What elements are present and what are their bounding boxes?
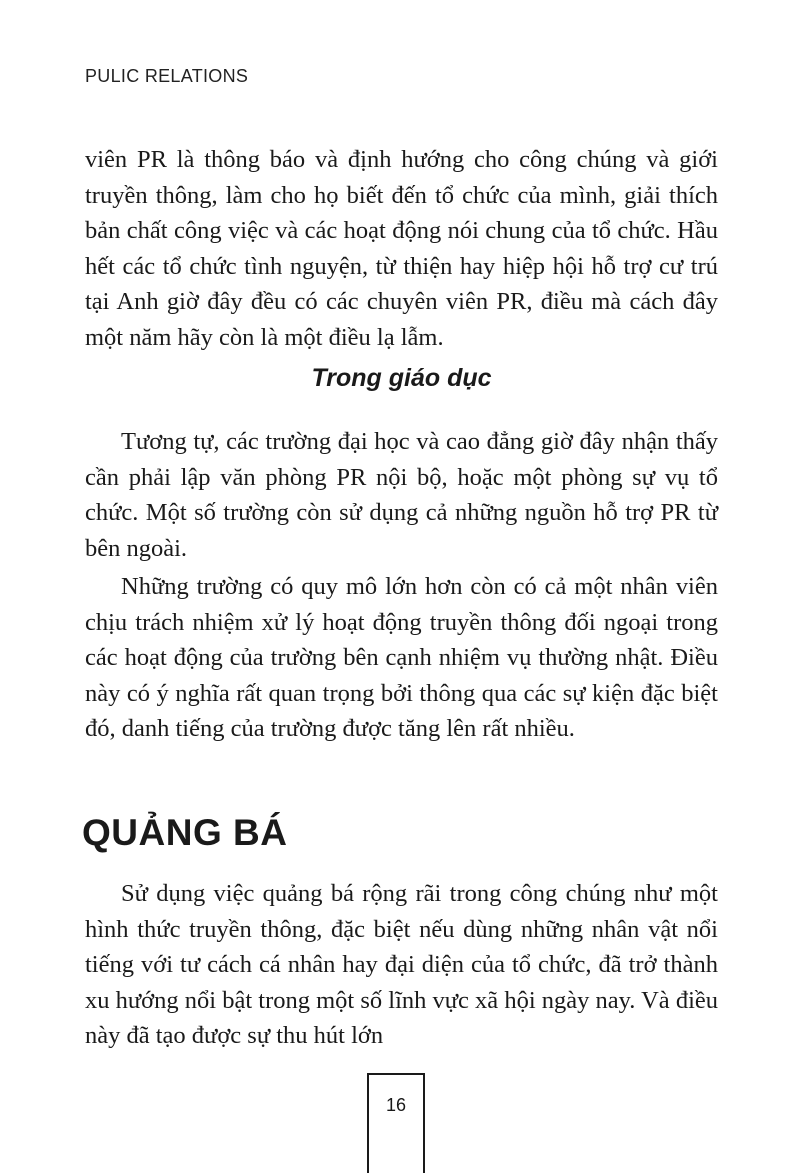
subheading-education: Trong giáo dục: [311, 364, 492, 392]
body-paragraph-4: Sử dụng việc quảng bá rộng rãi trong công chúng như một hình thức truyền thông, đặc biệt nếu dùng những nhân vật nổi tiếng với tư cách cá nhân hay đại diện của tổ chức, đã trở thành xu hướng nổi bật trong một số lĩnh vực xã hội ngày nay. Và điều này đã tạo được sự thu hút lớn: [85, 880, 718, 1049]
body-paragraph-2: Tương tự, các trường đại học và cao đẳng giờ đây nhận thấy cần phải lập văn phòng PR nội bộ, hoặc một phòng sự vụ tổ chức. Một số trường còn sử dụng cả những nguồn hỗ trợ PR từ bên ngoài.: [85, 428, 718, 562]
page-number-box: [367, 1073, 425, 1173]
body-paragraph-1: viên PR là thông báo và định hướng cho công chúng và giới truyền thông, làm cho họ biết đến tổ chức của mình, giải thích bản chất công việc và các hoạt động nói chung của tổ chức. Hầu hết các tổ chức tình nguyện, từ thiện hay hiệp hội hỗ trợ cư trú tại Anh giờ đây đều có các chuyên viên PR, điều mà cách đây một năm hãy còn là một điều lạ lẫm.: [85, 146, 718, 351]
section-heading-promotion: QUẢNG BÁ: [82, 812, 288, 853]
page-number: 16: [385, 1095, 407, 1115]
running-header: PULIC RELATIONS: [85, 66, 249, 86]
body-paragraph-3: Những trường có quy mô lớn hơn còn có cả một nhân viên chịu trách nhiệm xử lý hoạt động truyền thông đối ngoại trong các hoạt động của trường bên cạnh nhiệm vụ thường nhật. Điều này có ý nghĩa rất quan trọng bởi thông qua các sự kiện đặc biệt đó, danh tiếng của trường được tăng lên rất nhiều.: [85, 573, 718, 742]
